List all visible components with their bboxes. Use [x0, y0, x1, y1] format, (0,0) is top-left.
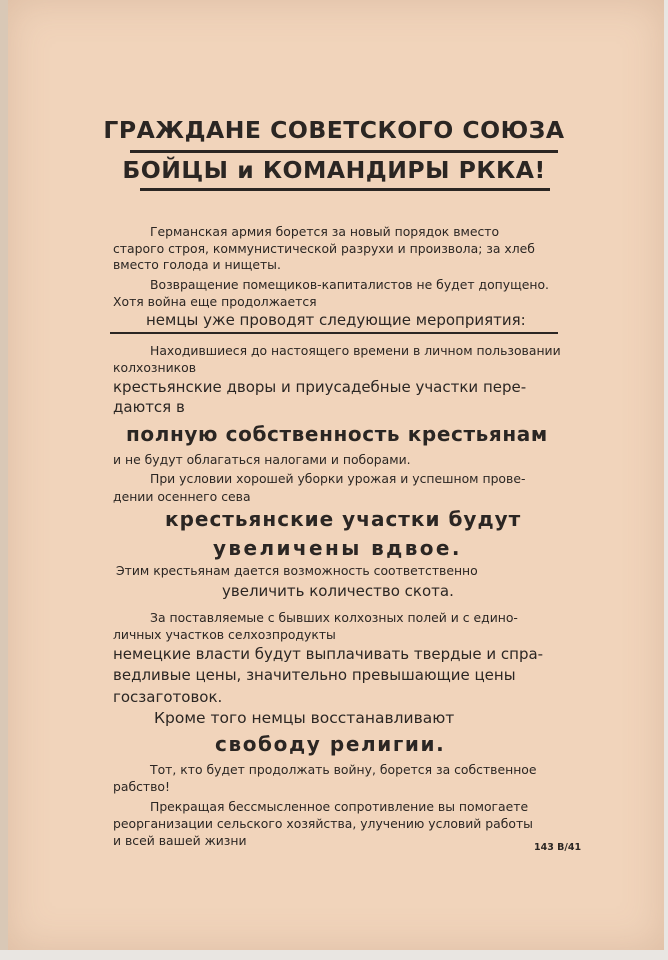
paragraph-line: Прекращая бессмысленное сопротивление вы помогаете: [150, 799, 529, 814]
paragraph-line: крестьянские дворы и приусадебные участки пере-: [113, 378, 527, 396]
scan-border: [664, 0, 668, 960]
headline-rule: [130, 150, 558, 153]
paragraph-line: Германская армия борется за новый порядок вместо: [150, 224, 500, 239]
print-code: 143 В/41: [534, 842, 582, 853]
paragraph-line: Кроме того немцы восстанавливают: [154, 709, 455, 727]
paragraph-line: колхозников: [113, 360, 197, 375]
paragraph-line: Возвращение помещиков-капиталистов не будет допущено.: [150, 277, 549, 292]
emphasis-rule: [110, 332, 558, 334]
headline-line-2: БОЙЦЫ и КОМАНДИРЫ РККА!: [122, 156, 546, 184]
paragraph-line: и не будут облагаться налогами и поборами.: [113, 452, 411, 467]
paragraph-line: Находившиеся до настоящего времени в личном пользовании: [150, 343, 561, 358]
paragraph-line: старого строя, коммунистической разрухи и произвола; за хлеб: [113, 241, 535, 256]
paragraph-line: вместо голода и нищеты.: [113, 257, 281, 272]
paragraph-line: даются в: [113, 398, 185, 416]
paragraph-line: реорганизации сельского хозяйства, улучению условий работы: [113, 816, 533, 831]
paragraph-line: Тот, кто будет продолжать войну, борется за собственное: [150, 762, 537, 777]
paragraph-line: рабство!: [113, 779, 170, 794]
paragraph-line: госзаготовок.: [113, 688, 223, 706]
bold-statement: полную собственность крестьянам: [126, 422, 548, 446]
headline-rule: [140, 188, 550, 191]
paragraph-line: За поставляемые с бывших колхозных полей и с едино-: [150, 610, 518, 625]
paragraph-line: ведливые цены, значительно превышающие цены: [113, 666, 516, 684]
paragraph-line: личных участков селхозпродукты: [113, 627, 336, 642]
paragraph-line: и всей вашей жизни: [113, 833, 247, 848]
paragraph-line: При условии хорошей уборки урожая и успешном прове-: [150, 471, 526, 486]
bold-statement: крестьянские участки будут: [165, 507, 522, 531]
bold-statement: увеличены вдвое.: [213, 536, 462, 560]
paragraph-line: Этим крестьянам дается возможность соответственно: [116, 563, 478, 578]
paragraph-line: немецкие власти будут выплачивать твердые и спра-: [113, 645, 544, 663]
emphasis-line: немцы уже проводят следующие мероприятия:: [146, 311, 526, 329]
scan-border: [0, 950, 668, 960]
headline-line-1: ГРАЖДАНЕ СОВЕТСКОГО СОЮЗА: [103, 116, 565, 144]
paragraph-line: дении осеннего сева: [113, 489, 251, 504]
bold-statement: свободу религии.: [215, 732, 446, 756]
emphasis-line: увеличить количество скота.: [222, 582, 454, 600]
paragraph-line: Хотя война еще продолжается: [113, 294, 317, 309]
